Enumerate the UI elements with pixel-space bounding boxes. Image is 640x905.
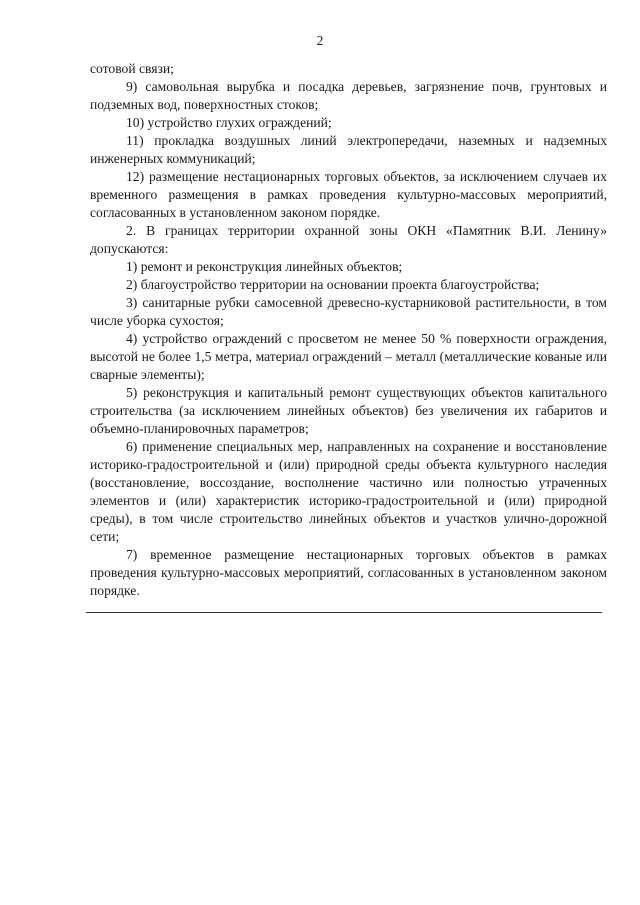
list-item-12: 12) размещение нестационарных торговых объектов, за исключением случаев их временного размещения в рамках проведения культурно-массовых мероприятий, согласованных в установленном законом порядке.	[90, 169, 607, 220]
allowed-item-7: 7) временное размещение нестационарных торговых объектов в рамках проведения культурно-массовых мероприятий, согласованных в установленном законом порядке.	[90, 547, 607, 598]
section-2-heading: 2. В границах территории охранной зоны ОКН «Памятник В.И. Ленину» допускаются:	[90, 223, 607, 256]
end-of-text-divider	[86, 612, 602, 613]
list-item-11: 11) прокладка воздушных линий электропередачи, наземных и надземных инженерных коммуникаций;	[90, 133, 607, 166]
allowed-item-6: 6) применение специальных мер, направленных на сохранение и восстановление историко-градостроительной и (или) природной среды объекта культурного наследия (восстановление, воссоздание, восполнение частично или полностью утраченных элементов и (или) характеристик историко-градостроительной и (или) природной среды), в том числе строительство линейных объектов и участков улично-дорожной сети;	[90, 439, 607, 544]
paragraph-continuation: сотовой связи;	[90, 61, 174, 76]
allowed-item-5: 5) реконструкция и капитальный ремонт существующих объектов капитального строительства (за исключением линейных объектов) без увеличения их габаритов и объемно-планировочных параметров;	[90, 385, 607, 436]
allowed-item-2: 2) благоустройство территории на основании проекта благоустройства;	[126, 277, 540, 292]
page-number: 2	[316, 33, 324, 48]
document-body	[90, 60, 607, 600]
list-item-9: 9) самовольная вырубка и посадка деревьев, загрязнение почв, грунтовых и подземных вод, поверхностных стоков;	[90, 79, 607, 112]
allowed-item-4: 4) устройство ограждений с просветом не менее 50 % поверхности ограждения, высотой не более 1,5 метра, материал ограждений – металл (металлические кованые или сварные элементы);	[90, 331, 607, 382]
allowed-item-3: 3) санитарные рубки самосевной древесно-кустарниковой растительности, в том числе уборка сухостоя;	[90, 295, 607, 328]
list-item-10: 10) устройство глухих ограждений;	[126, 115, 332, 130]
allowed-item-1: 1) ремонт и реконструкция линейных объектов;	[126, 259, 403, 274]
